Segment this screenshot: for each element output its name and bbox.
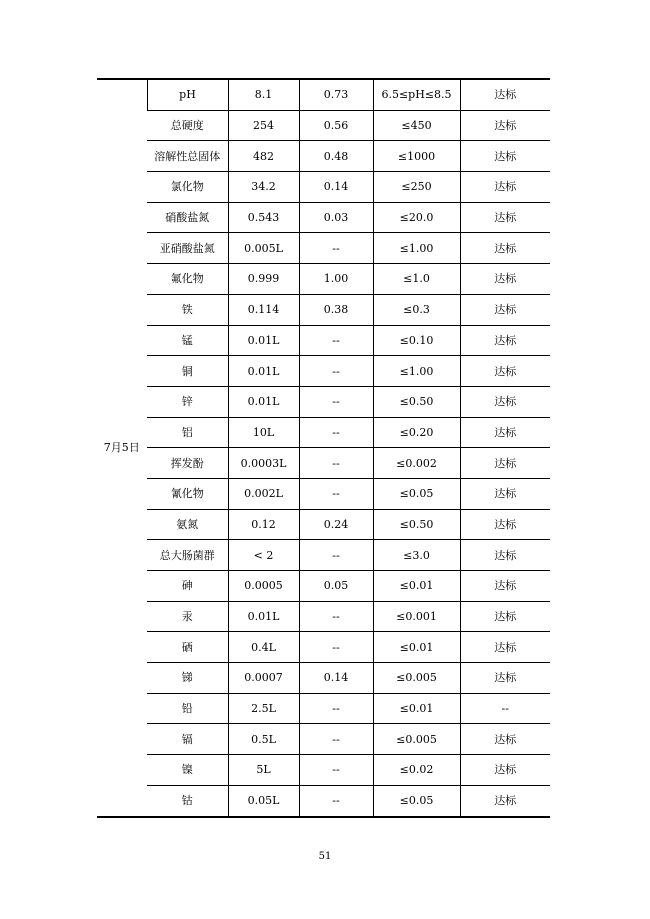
value-cell: 0.05L <box>228 785 299 816</box>
result-cell: 达标 <box>460 110 550 141</box>
item-cell: 铜 <box>147 356 228 387</box>
index-cell: 0.24 <box>299 509 373 540</box>
table-row <box>97 540 550 571</box>
index-cell: -- <box>299 693 373 724</box>
standard-cell: ≤250 <box>373 172 460 203</box>
item-cell: pH <box>147 79 228 110</box>
table-row <box>97 294 550 325</box>
standard-cell: ≤0.10 <box>373 325 460 356</box>
standard-cell: ≤0.005 <box>373 663 460 694</box>
value-cell: 0.4L <box>228 632 299 663</box>
result-cell: 达标 <box>460 509 550 540</box>
table-row <box>97 601 550 632</box>
value-cell: 0.002L <box>228 478 299 509</box>
standard-cell: ≤0.05 <box>373 478 460 509</box>
value-cell: 0.0007 <box>228 663 299 694</box>
index-cell: -- <box>299 386 373 417</box>
value-cell: 0.01L <box>228 601 299 632</box>
result-cell: 达标 <box>460 172 550 203</box>
value-cell: 0.01L <box>228 325 299 356</box>
result-cell: 达标 <box>460 141 550 172</box>
item-cell: 氰化物 <box>147 478 228 509</box>
result-cell: 达标 <box>460 571 550 602</box>
date-cell: 7月5日 <box>97 79 147 817</box>
water-quality-table <box>97 78 550 818</box>
table-row <box>97 448 550 479</box>
standard-cell: ≤1000 <box>373 141 460 172</box>
item-cell: 氯化物 <box>147 172 228 203</box>
index-cell: -- <box>299 356 373 387</box>
item-cell: 铅 <box>147 693 228 724</box>
standard-cell: ≤0.02 <box>373 755 460 786</box>
table-row <box>97 79 550 110</box>
table-row <box>97 233 550 264</box>
standard-cell: ≤0.20 <box>373 417 460 448</box>
value-cell: 0.543 <box>228 202 299 233</box>
item-cell: 镍 <box>147 755 228 786</box>
result-cell: 达标 <box>460 663 550 694</box>
result-cell: -- <box>460 693 550 724</box>
table-row <box>97 785 550 816</box>
value-cell: 254 <box>228 110 299 141</box>
standard-cell: ≤0.05 <box>373 785 460 816</box>
standard-cell: ≤0.01 <box>373 571 460 602</box>
index-cell: 0.14 <box>299 663 373 694</box>
result-cell: 达标 <box>460 540 550 571</box>
item-cell: 硒 <box>147 632 228 663</box>
item-cell: 挥发酚 <box>147 448 228 479</box>
value-cell: 34.2 <box>228 172 299 203</box>
value-cell: 0.5L <box>228 724 299 755</box>
item-cell: 砷 <box>147 571 228 602</box>
table-row <box>97 509 550 540</box>
value-cell: 0.114 <box>228 294 299 325</box>
standard-cell: ≤0.01 <box>373 632 460 663</box>
page-number: 51 <box>318 851 332 862</box>
item-cell: 锌 <box>147 386 228 417</box>
item-cell: 铝 <box>147 417 228 448</box>
index-cell: -- <box>299 785 373 816</box>
result-cell: 达标 <box>460 448 550 479</box>
table-row <box>97 202 550 233</box>
value-cell: 8.1 <box>228 79 299 110</box>
standard-cell: ≤0.50 <box>373 386 460 417</box>
standard-cell: 6.5≤pH≤8.5 <box>373 79 460 110</box>
result-cell: 达标 <box>460 356 550 387</box>
index-cell: 0.56 <box>299 110 373 141</box>
table-row <box>97 571 550 602</box>
standard-cell: ≤1.00 <box>373 356 460 387</box>
result-cell: 达标 <box>460 632 550 663</box>
standard-cell: ≤0.3 <box>373 294 460 325</box>
index-cell: -- <box>299 233 373 264</box>
table-row <box>97 478 550 509</box>
result-cell: 达标 <box>460 325 550 356</box>
item-cell: 镉 <box>147 724 228 755</box>
index-cell: -- <box>299 478 373 509</box>
result-cell: 达标 <box>460 785 550 816</box>
index-cell: -- <box>299 448 373 479</box>
table-row <box>97 110 550 141</box>
table-body <box>97 79 550 817</box>
result-cell: 达标 <box>460 233 550 264</box>
value-cell: < 2 <box>228 540 299 571</box>
standard-cell: ≤3.0 <box>373 540 460 571</box>
table-row <box>97 724 550 755</box>
standard-cell: ≤0.005 <box>373 724 460 755</box>
item-cell: 氨氮 <box>147 509 228 540</box>
item-cell: 总硬度 <box>147 110 228 141</box>
index-cell: 0.03 <box>299 202 373 233</box>
index-cell: -- <box>299 540 373 571</box>
index-cell: -- <box>299 632 373 663</box>
value-cell: 2.5L <box>228 693 299 724</box>
result-cell: 达标 <box>460 294 550 325</box>
standard-cell: ≤0.50 <box>373 509 460 540</box>
index-cell: 1.00 <box>299 264 373 295</box>
value-cell: 0.999 <box>228 264 299 295</box>
value-cell: 0.0003L <box>228 448 299 479</box>
item-cell: 总大肠菌群 <box>147 540 228 571</box>
index-cell: -- <box>299 417 373 448</box>
index-cell: 0.48 <box>299 141 373 172</box>
index-cell: 0.38 <box>299 294 373 325</box>
table-row <box>97 386 550 417</box>
index-cell: 0.05 <box>299 571 373 602</box>
result-cell: 达标 <box>460 601 550 632</box>
table-row <box>97 264 550 295</box>
item-cell: 汞 <box>147 601 228 632</box>
table-row <box>97 663 550 694</box>
index-cell: -- <box>299 724 373 755</box>
item-cell: 硝酸盐氮 <box>147 202 228 233</box>
table-row <box>97 693 550 724</box>
index-cell: -- <box>299 325 373 356</box>
item-cell: 氟化物 <box>147 264 228 295</box>
result-cell: 达标 <box>460 417 550 448</box>
index-cell: -- <box>299 755 373 786</box>
result-cell: 达标 <box>460 264 550 295</box>
value-cell: 10L <box>228 417 299 448</box>
value-cell: 0.0005 <box>228 571 299 602</box>
value-cell: 5L <box>228 755 299 786</box>
standard-cell: ≤0.001 <box>373 601 460 632</box>
result-cell: 达标 <box>460 724 550 755</box>
index-cell: 0.73 <box>299 79 373 110</box>
table-row <box>97 632 550 663</box>
standard-cell: ≤0.002 <box>373 448 460 479</box>
index-cell: -- <box>299 601 373 632</box>
value-cell: 0.12 <box>228 509 299 540</box>
value-cell: 0.01L <box>228 356 299 387</box>
item-cell: 钴 <box>147 785 228 816</box>
result-cell: 达标 <box>460 386 550 417</box>
standard-cell: ≤1.00 <box>373 233 460 264</box>
table-row <box>97 417 550 448</box>
table-row <box>97 141 550 172</box>
table-row <box>97 172 550 203</box>
result-cell: 达标 <box>460 79 550 110</box>
table-row <box>97 755 550 786</box>
item-cell: 溶解性总固体 <box>147 141 228 172</box>
item-cell: 锰 <box>147 325 228 356</box>
value-cell: 0.01L <box>228 386 299 417</box>
standard-cell: ≤0.01 <box>373 693 460 724</box>
value-cell: 0.005L <box>228 233 299 264</box>
item-cell: 锑 <box>147 663 228 694</box>
result-cell: 达标 <box>460 478 550 509</box>
result-cell: 达标 <box>460 202 550 233</box>
table-row <box>97 356 550 387</box>
standard-cell: ≤1.0 <box>373 264 460 295</box>
result-cell: 达标 <box>460 755 550 786</box>
item-cell: 亚硝酸盐氮 <box>147 233 228 264</box>
standard-cell: ≤450 <box>373 110 460 141</box>
index-cell: 0.14 <box>299 172 373 203</box>
table-row <box>97 325 550 356</box>
value-cell: 482 <box>228 141 299 172</box>
standard-cell: ≤20.0 <box>373 202 460 233</box>
item-cell: 铁 <box>147 294 228 325</box>
